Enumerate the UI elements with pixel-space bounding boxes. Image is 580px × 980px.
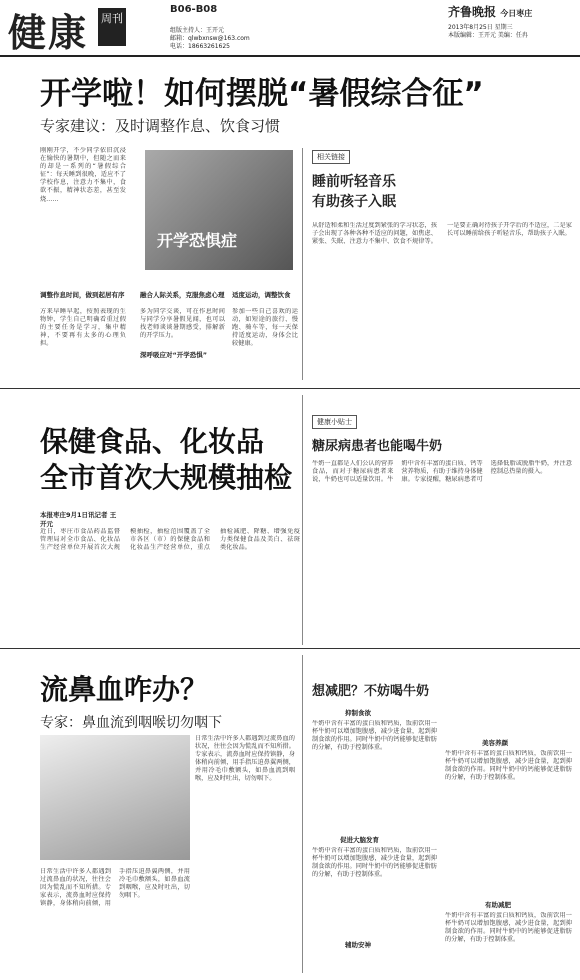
sidebar1-head1: 睡前听轻音乐 xyxy=(312,174,396,190)
story2-byline: 本报枣庄9月1日讯记者 王开元 xyxy=(40,511,117,528)
story3-body: 日常生活中许多人都遇到过流鼻血的状况，往往会因为慌乱而不知所措。专家表示，流鼻血时应保持镇静，身体稍向前倾，用手指压迫鼻翼两侧，并用冷毛巾敷额头，如鼻血流到咽喉，应及时吐出，切勿咽下。 xyxy=(40,868,190,908)
story3-photo xyxy=(40,735,190,860)
story1-col3: 参加一些自己喜欢的运动，如短途的旅行、慢跑、骑车等，每一天保持适度运动，身体会比较健康。 xyxy=(232,308,298,348)
divider xyxy=(302,395,303,645)
sidebar3-sub3: 辅助安神 xyxy=(345,941,371,949)
section-rule xyxy=(0,648,580,649)
photo-caption: 开学恐惧症 xyxy=(157,231,238,250)
story2-body: 近日，枣庄市食品药品监督管理局对全市食品、化妆品生产经营单位开展首次大规模抽检，抽检范围覆盖了全市各区（市）的保健食品和化妆品生产经营单位，重点抽检减肥、降糖、增强免疫力类保健食品及美白、祛斑类化妆品。 xyxy=(40,528,300,552)
paper-name: 齐鲁晚报 xyxy=(448,5,497,19)
sidebar3-body-3: 牛奶中含有丰富的蛋白质和钙质，饭前饮用一杯牛奶可以增加饱腹感，减少进食量，起到抑制食欲的作用。同时牛奶中的钙能够促进脂肪的分解，有助于控制体重。 xyxy=(445,750,572,782)
story1-headline: 开学啦！如何摆脱“暑假综合征” xyxy=(40,76,484,112)
story1-col2-head2: 深呼吸应对“开学恐惧” xyxy=(140,351,208,359)
section-logo: 周刊 xyxy=(98,8,126,46)
masthead-rule xyxy=(0,55,580,57)
sidebar3-sub4: 美容养颜 xyxy=(482,739,508,747)
sidebar1-label: 相关链接 xyxy=(312,150,350,164)
story1-subhead: 专家建议：及时调整作息、饮食习惯 xyxy=(40,117,281,135)
page-numbers: B06-B08 xyxy=(170,4,218,15)
story1-col2-head: 融合人际关系，克服焦虑心理 xyxy=(140,291,225,299)
section-rule xyxy=(0,388,580,389)
sidebar3-head: 想减肥？不妨喝牛奶 xyxy=(312,684,430,699)
story3-subhead: 专家：鼻血流到咽喉切勿咽下 xyxy=(40,715,222,731)
sidebar1-head2: 有助孩子入眠 xyxy=(312,194,396,210)
sidebar2-body: 牛奶一直都是人们公认的营养食品，而对于糖尿病患者来说，牛奶也可以适量饮用。牛奶中含有丰富的蛋白质、钙等营养物质，有助于维持身体健康。专家提醒，糖尿病患者可选择低脂或脱脂牛奶，并注意控制总热量的摄入。 xyxy=(312,460,572,484)
sidebar3-body-4: 牛奶中含有丰富的蛋白质和钙质，饭前饮用一杯牛奶可以增加饱腹感，减少进食量，起到抑制食欲的作用。同时牛奶中的钙能够促进脂肪的分解，有助于控制体重。 xyxy=(445,912,572,944)
sidebar1-body: 从舒适和柔和生活过度到紧张的学习状态，孩子会出现了各种各种不适应的问题，如焦虑、紧张、失眠、注意力不集中、饮食不规律等。一是要正确对待孩子开学后的不适应，二是家长可以睡前给孩子听轻音乐，帮助孩子入眠。 xyxy=(312,222,572,246)
sidebar3-body-2: 牛奶中含有丰富的蛋白质和钙质，饭前饮用一杯牛奶可以增加饱腹感，减少进食量，起到抑制食欲的作用。同时牛奶中的钙能够促进脂肪的分解，有助于控制体重。 xyxy=(312,847,437,879)
newspaper-name xyxy=(448,3,532,20)
editor-phone: 电话：18663261625 xyxy=(170,43,230,50)
paper-sub: 今日枣庄 xyxy=(500,8,533,18)
story1-lead: 刚刚开学，不少同学依旧沉浸在愉快的暑期中，但随之而来的却是一系列的“暑假综合征”：每天睡到很晚，适应不了学校作息，注意力不集中，食欲不振，精神状态差，甚至发烧…… xyxy=(40,147,126,203)
divider xyxy=(302,148,303,380)
story2-headline-2: 全市首次大规模抽检 xyxy=(40,461,293,494)
story3-headline: 流鼻血咋办？ xyxy=(40,673,209,706)
sidebar3-sub5: 有助减肥 xyxy=(485,901,511,909)
sidebar3-sub1: 抑制食欲 xyxy=(345,709,371,717)
sidebar3-body-1: 牛奶中含有丰富的蛋白质和钙质，饭前饮用一杯牛奶可以增加饱腹感，减少进食量，起到抑制食欲的作用。同时牛奶中的钙能够促进脂肪的分解，有助于控制体重。 xyxy=(312,720,437,752)
story1-col1: 方来早睡早起，按照表现的生物钟，学生自己明确看重过假的主要任务是学习，集中精神，不要再有太多的心理负担。 xyxy=(40,308,126,348)
divider xyxy=(302,655,303,973)
sidebar2-label: 健康小贴士 xyxy=(312,415,357,429)
editor-name: 组版主持人：王开元 xyxy=(170,27,225,34)
editor-email: 邮箱：qlwbxnsw@163.com xyxy=(170,35,250,42)
story1-col2: 多为同学交谈，可在作息时间与同学分享暑假见闻，也可以找老师谈谈暑期感受，排解新的开学压力。 xyxy=(140,308,225,340)
story1-col1-head: 调整作息时间，做到起居有序 xyxy=(40,291,125,299)
date-line: 2013年8月25日 星期三 xyxy=(448,24,513,31)
sidebar2-head: 糖尿病患者也能喝牛奶 xyxy=(312,439,443,454)
section-title: 健康 xyxy=(8,10,89,55)
paper-date xyxy=(448,24,528,40)
editor-info xyxy=(170,27,250,51)
story2-headline-1: 保健食品、化妆品 xyxy=(40,425,265,458)
sidebar3-sub2: 促进大脑发育 xyxy=(340,836,379,844)
story1-photo xyxy=(145,150,293,270)
story3-body-right: 日常生活中许多人都遇到过流鼻血的状况，往往会因为慌乱而不知所措。专家表示，流鼻血时应保持镇静，身体稍向前倾，用手指压迫鼻翼两侧，并用冷毛巾敷额头，如鼻血流到咽喉，应及时吐出，切勿咽下。 xyxy=(195,735,295,783)
story1-col3-head: 适度运动，调整饮食 xyxy=(232,291,291,299)
staff-line: 本版编辑：王开元 美编：任冉 xyxy=(448,32,528,39)
